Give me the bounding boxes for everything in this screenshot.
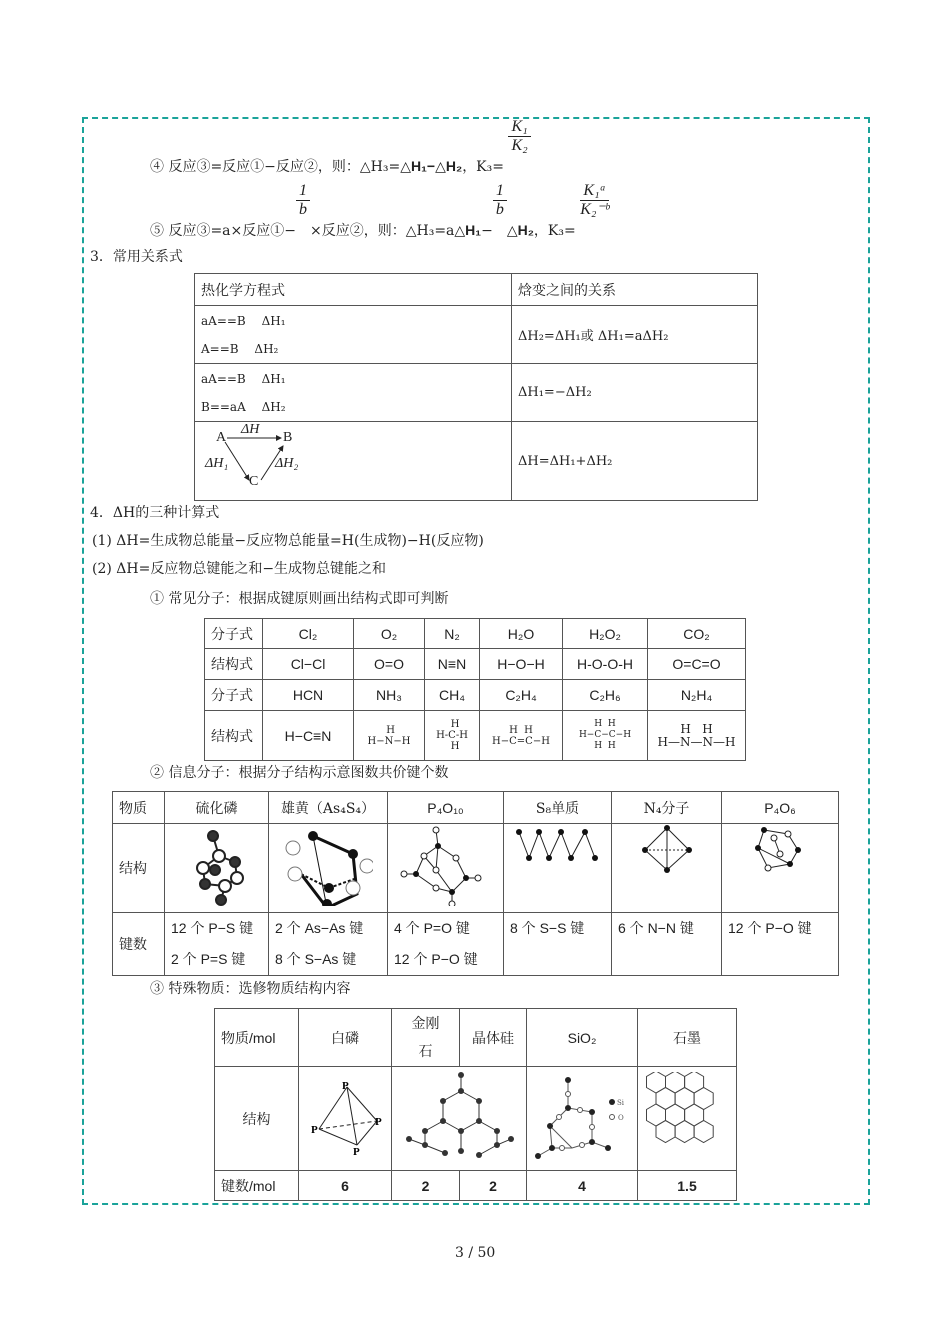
- section-3-heading: 3．常用关系式: [90, 249, 183, 265]
- formula: O₂: [354, 619, 425, 649]
- common-molecules-table: [204, 618, 746, 761]
- formula: NH₃: [354, 680, 425, 711]
- formula: H₂O: [480, 619, 563, 649]
- label-dh2: ΔH₂: [275, 456, 299, 471]
- subsection-1: ① 常见分子：根据成键原则画出结构式即可判断: [150, 591, 449, 607]
- bond-count: 2: [392, 1171, 460, 1201]
- structure: H H−N−H: [367, 724, 411, 747]
- item4-bold: △H₁−△H₂: [400, 157, 463, 174]
- bond-count: 6 个 N−N 键: [618, 920, 694, 936]
- graphite-hexagon: [694, 1120, 713, 1142]
- bond-count: 12 个 P−S 键: [171, 920, 254, 936]
- relation: ΔH₁=−ΔH₂: [512, 364, 758, 422]
- substance: N₄分子: [612, 792, 722, 824]
- bond-count: 4 个 P=O 键: [394, 920, 470, 936]
- row-label: 键数: [113, 913, 165, 976]
- numerator: 1: [296, 182, 310, 201]
- item4-k: ，K₃=: [462, 158, 504, 175]
- substance: 石墨: [638, 1009, 737, 1067]
- structure: Cl−Cl: [263, 649, 354, 680]
- substance: 白磷: [299, 1009, 392, 1067]
- bond-count: 8 个 S−As 键: [275, 951, 357, 967]
- row-label: 分子式: [205, 619, 263, 649]
- graphite-hexagon: [666, 1072, 685, 1093]
- denominator: K₂: [511, 137, 528, 154]
- p-atom: P: [342, 1079, 349, 1092]
- k-fraction: [508, 118, 530, 155]
- substance: 金刚石: [392, 1009, 460, 1067]
- label-dh: ΔH: [241, 422, 260, 437]
- bond-count: 8 个 S−S 键: [510, 920, 585, 936]
- structure: O=C=O: [648, 649, 746, 680]
- row-label: 结构: [215, 1067, 299, 1171]
- hess-cycle-diagram: [195, 422, 325, 500]
- substance: 晶体硅: [460, 1009, 527, 1067]
- fraction-1-b: [296, 182, 310, 219]
- substance: P₄O₆: [722, 792, 839, 824]
- formula: Cl₂: [263, 619, 354, 649]
- node-c: C: [249, 474, 259, 489]
- structure: O=O: [354, 649, 425, 680]
- bond-count: 1.5: [638, 1171, 737, 1201]
- denominator: b: [299, 201, 307, 218]
- minus: −: [481, 222, 493, 239]
- fraction-1-b-2: [493, 182, 507, 219]
- n4-structure: [637, 824, 697, 874]
- row-label: 键数/mol: [215, 1171, 299, 1201]
- formula: C₂H₄: [480, 680, 563, 711]
- graphite-hexagon: [685, 1072, 704, 1093]
- row-label: 结构式: [205, 649, 263, 680]
- numerator: K₁ᵃ: [580, 182, 609, 201]
- structure: H H H—N—N—H: [657, 721, 736, 749]
- graphite-hexagon: [647, 1072, 666, 1093]
- section-4-heading: 4．ΔH的三种计算式: [90, 505, 220, 521]
- equation: B==aA ΔH₂: [201, 399, 286, 414]
- formula-1: (1) ΔH=生成物总能量−反应物总能量=H(生成物)−H(反应物): [92, 533, 484, 549]
- bond-count: 4: [527, 1171, 638, 1201]
- graphite-hexagon: [656, 1120, 675, 1142]
- formula: C₂H₆: [563, 680, 648, 711]
- substance: S₈单质: [504, 792, 612, 824]
- row-label: 分子式: [205, 680, 263, 711]
- phosphorus-sulfide-structure: [187, 826, 247, 906]
- p-atom: P: [353, 1145, 360, 1157]
- realgar-structure: [283, 826, 373, 906]
- o-legend: O: [618, 1113, 624, 1122]
- label-dh1: ΔH₁: [205, 456, 229, 471]
- item5-bold2: △H₂: [506, 221, 534, 238]
- formula: N₂: [425, 619, 480, 649]
- header-equation: 热化学方程式: [195, 274, 512, 306]
- row-label: 物质: [113, 792, 165, 824]
- row-label: 物质/mol: [215, 1009, 299, 1067]
- formula-2: (2) ΔH=反应物总键能之和−生成物总键能之和: [92, 561, 387, 577]
- subsection-3: ③ 特殊物质：选修物质结构内容: [150, 981, 351, 997]
- numerator: K₁: [508, 118, 530, 137]
- s8-structure: [513, 824, 603, 864]
- special-substances-table: [214, 1008, 737, 1201]
- equation: aA==B ΔH₁: [201, 313, 286, 328]
- p4o10-structure: [396, 826, 496, 906]
- structure: H-O-O-H: [563, 649, 648, 680]
- structure: N≡N: [425, 649, 480, 680]
- item-5: [150, 182, 610, 239]
- header-relation: 焓变之间的关系: [512, 274, 758, 306]
- denominator: b: [495, 201, 504, 218]
- si-legend: Si: [617, 1098, 625, 1107]
- formula: CH₄: [425, 680, 480, 711]
- relation: ΔH=ΔH₁+ΔH₂: [512, 422, 758, 501]
- substance: SiO₂: [527, 1009, 638, 1067]
- substance: 硫化磷: [165, 792, 269, 824]
- row-label: 结构式: [205, 711, 263, 761]
- bond-count: 2 个 As−As 键: [275, 920, 364, 936]
- bond-count: 12 个 P−O 键: [394, 951, 478, 967]
- item5-bold1: △H₁: [454, 221, 482, 238]
- structure: H H-C-H H: [436, 719, 468, 752]
- substance: 雄黄（As₄S₄）: [269, 792, 388, 824]
- formula: H₂O₂: [563, 619, 648, 649]
- structure: H H H−C=C−H: [492, 724, 550, 747]
- formula: HCN: [263, 680, 354, 711]
- equation: aA==B ΔH₁: [201, 371, 286, 386]
- p-atom: P: [311, 1123, 318, 1136]
- relation: ΔH₂=ΔH₁或 ΔH₁=aΔH₂: [512, 306, 758, 364]
- graphite-hexagon: [675, 1120, 694, 1142]
- k-fraction: [580, 182, 609, 219]
- bond-count: 2 个 P=S 键: [171, 951, 246, 967]
- formula: N₂H₄: [648, 680, 746, 711]
- structure: H−O−H: [480, 649, 563, 680]
- p-atom: P: [375, 1115, 382, 1128]
- substance: P₄O₁₀: [388, 792, 504, 824]
- formula: CO₂: [648, 619, 746, 649]
- bond-count: 12 个 P−O 键: [728, 920, 812, 936]
- item-4: [150, 118, 531, 175]
- p4o6-structure: [750, 824, 810, 874]
- node-a: A: [216, 430, 227, 445]
- structure: H−C≡N: [263, 711, 354, 761]
- item4-text: ④ 反应③=反应①−反应②，则：△H₃=: [150, 158, 401, 175]
- item5-mid: ×反应②，则：△H₃=a: [310, 222, 455, 239]
- bond-count: 2: [460, 1171, 527, 1201]
- info-molecules-table: [112, 791, 839, 976]
- enthalpy-relation-table: [194, 273, 758, 501]
- sio2-structure: [532, 1072, 632, 1162]
- diamond-structure: [399, 1069, 519, 1164]
- numerator: 1: [493, 182, 507, 201]
- graphite-structure: [642, 1072, 732, 1162]
- row-label: 结构: [113, 824, 165, 913]
- item5-k: ，K₃=: [533, 222, 576, 239]
- structure: H H H−C−C−H H H: [578, 719, 632, 751]
- denominator: K₂⁻ᵇ: [580, 201, 610, 218]
- bond-count: 6: [299, 1171, 392, 1201]
- page-number: 3 / 50: [455, 1245, 496, 1261]
- white-phosphorus-structure: [305, 1077, 385, 1157]
- subsection-2: ② 信息分子：根据分子结构示意图数共价键个数: [150, 765, 449, 781]
- node-b: B: [283, 430, 293, 445]
- equation: A==B ΔH₂: [201, 341, 279, 356]
- item5-text: ⑤ 反应③=a×反应①−: [150, 222, 296, 239]
